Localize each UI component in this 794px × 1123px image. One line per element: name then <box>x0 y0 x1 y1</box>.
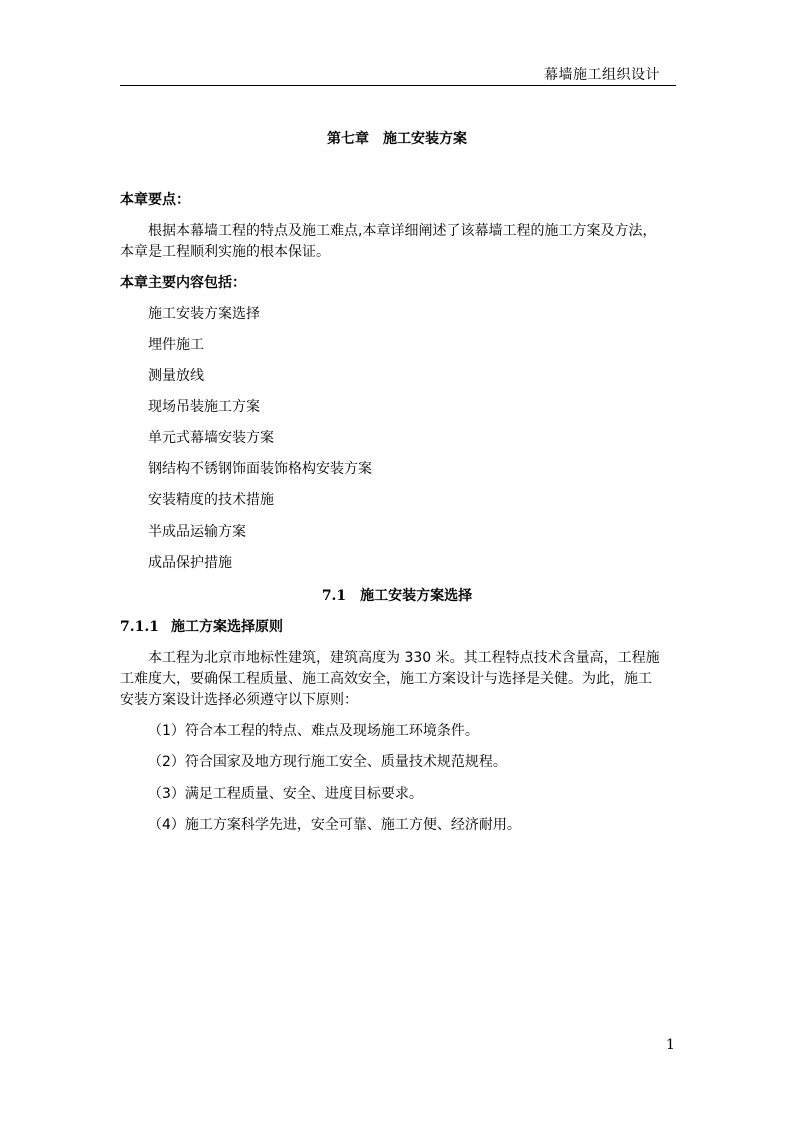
principle-item: （2）符合国家及地方现行施工安全、质量技术规范规程。 <box>148 754 507 770</box>
principle-item: （1）符合本工程的特点、难点及现场施工环境条件。 <box>148 723 479 739</box>
key-points-paragraph-line-2: 本章是工程顺利实施的根本保证。 <box>120 244 330 260</box>
chapter-name: 施工安装方案 <box>383 131 467 147</box>
principle-item: （3）满足工程质量、安全、进度目标要求。 <box>148 786 423 802</box>
section-number: 7.1 <box>321 588 347 604</box>
key-points-heading: 本章要点： <box>120 192 190 208</box>
contents-item: 成品保护措施 <box>148 555 232 571</box>
contents-item: 钢结构不锈钢饰面装饰格构安装方案 <box>148 461 372 477</box>
contents-item: 施工安装方案选择 <box>148 306 260 322</box>
section-title <box>0 585 794 605</box>
body-paragraph-line-2: 工难度大，要确保工程质量、施工高效安全，施工方案设计与选择是关健。为此，施工 <box>120 671 652 687</box>
contents-item: 现场吊装施工方案 <box>148 399 260 415</box>
subsection-title <box>120 616 283 638</box>
chapter-number: 第七章 <box>327 131 369 147</box>
subsection-name: 施工方案选择原则 <box>170 619 283 635</box>
contents-item: 半成品运输方案 <box>148 524 246 540</box>
contents-item: 测量放线 <box>148 368 204 384</box>
subsection-number: 7.1.1 <box>120 619 159 635</box>
page-number: 1 <box>666 1037 675 1053</box>
body-paragraph-line-1: 本工程为北京市地标性建筑，建筑高度为 330 米。其工程特点技术含量高，工程施 <box>148 650 660 666</box>
body-paragraph-line-3: 安装方案设计选择必须遵守以下原则： <box>120 692 358 708</box>
key-points-paragraph-line-1: 根据本幕墙工程的特点及施工难点,本章详细阐述了该幕墙工程的施工方案及方法， <box>148 223 657 239</box>
page-header <box>120 60 676 86</box>
chapter-title <box>0 128 794 148</box>
contents-item: 安装精度的技术措施 <box>148 492 274 508</box>
contents-heading: 本章主要内容包括： <box>120 275 246 291</box>
section-name: 施工安装方案选择 <box>360 588 473 604</box>
contents-item: 单元式幕墙安装方案 <box>148 430 274 446</box>
contents-item: 埋件施工 <box>148 337 204 353</box>
principle-item: （4）施工方案科学先进，安全可靠、施工方便、经济耐用。 <box>148 817 521 833</box>
header-title: 幕墙施工组织设计 <box>544 67 660 83</box>
